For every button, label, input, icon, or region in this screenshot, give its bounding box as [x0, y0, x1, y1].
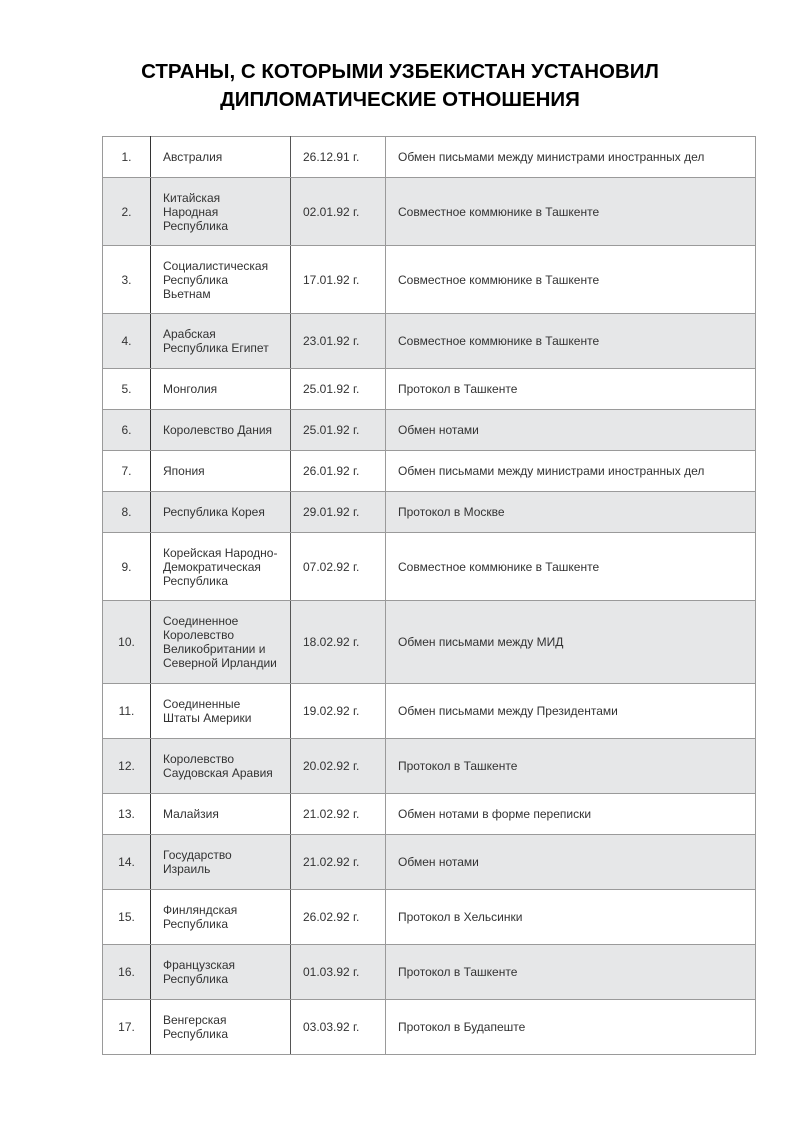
- establish-basis: Обмен нотами в форме переписки: [386, 794, 756, 835]
- table-row: [103, 945, 756, 1000]
- country-name-line: Королевство: [163, 752, 235, 766]
- country-name: [151, 451, 291, 492]
- row-number: 15.: [103, 890, 151, 945]
- row-number: 5.: [103, 369, 151, 410]
- establish-date: 17.01.92 г.: [291, 246, 386, 314]
- establish-basis: Совместное коммюнике в Ташкенте: [386, 246, 756, 314]
- establish-basis: Обмен письмами между министрами иностранных дел: [386, 137, 756, 178]
- table-row: [103, 410, 756, 451]
- country-name-line: Япония: [163, 464, 205, 478]
- establish-date: 26.12.91 г.: [291, 137, 386, 178]
- country-name-line: Народная: [163, 204, 219, 219]
- establish-date: 25.01.92 г.: [291, 410, 386, 451]
- country-name-line: Республика: [163, 272, 229, 287]
- country-name: [151, 137, 291, 178]
- row-number: 6.: [103, 410, 151, 451]
- table-row: [103, 890, 756, 945]
- country-name: [151, 314, 291, 369]
- country-name: [151, 369, 291, 410]
- establish-date: 07.02.92 г.: [291, 533, 386, 601]
- row-number: 8.: [103, 492, 151, 533]
- table-row: [103, 178, 756, 246]
- establish-basis: Совместное коммюнике в Ташкенте: [386, 178, 756, 246]
- establish-date: 21.02.92 г.: [291, 794, 386, 835]
- country-name-line: Республика: [163, 972, 229, 986]
- establish-date: 25.01.92 г.: [291, 369, 386, 410]
- establish-date: 26.01.92 г.: [291, 451, 386, 492]
- page-title: [0, 58, 800, 114]
- establish-date: 26.02.92 г.: [291, 890, 386, 945]
- establish-date: 23.01.92 г.: [291, 314, 386, 369]
- country-name-line: Саудовская Аравия: [163, 766, 273, 780]
- row-number: 17.: [103, 1000, 151, 1055]
- establish-basis: Обмен письмами между Президентами: [386, 684, 756, 739]
- country-name-line: Республика Египет: [163, 341, 269, 355]
- country-name-line: Арабская: [163, 327, 216, 341]
- table-row: [103, 601, 756, 684]
- row-number: 13.: [103, 794, 151, 835]
- table-row: [103, 451, 756, 492]
- establish-date: 19.02.92 г.: [291, 684, 386, 739]
- relations-table: [102, 136, 756, 1055]
- row-number: 1.: [103, 137, 151, 178]
- table-row: [103, 533, 756, 601]
- country-name-line: Вьетнам: [163, 286, 211, 301]
- establish-basis: Протокол в Хельсинки: [386, 890, 756, 945]
- table-row: [103, 137, 756, 178]
- country-name: [151, 533, 291, 601]
- country-name-line: Финляндская: [163, 903, 238, 917]
- establish-basis: Обмен нотами: [386, 835, 756, 890]
- country-name: [151, 835, 291, 890]
- row-number: 16.: [103, 945, 151, 1000]
- country-name-line: Республика: [163, 917, 229, 931]
- country-name-line: Королевство Дания: [163, 423, 273, 437]
- row-number: 12.: [103, 739, 151, 794]
- country-name: [151, 410, 291, 451]
- country-name-line: Австралия: [163, 150, 223, 164]
- establish-basis: Обмен нотами: [386, 410, 756, 451]
- country-name-line: Израиль: [163, 862, 211, 876]
- establish-date: 20.02.92 г.: [291, 739, 386, 794]
- country-name-line: Малайзия: [163, 807, 219, 821]
- table-row: [103, 794, 756, 835]
- country-name-line: Соединенное: [163, 614, 239, 628]
- country-name-line: Демократическая: [163, 559, 261, 574]
- country-name-line: Корейская Народно-: [163, 545, 278, 560]
- country-name-line: Китайская: [163, 190, 221, 205]
- table-row: [103, 835, 756, 890]
- country-name-line: Французская: [163, 958, 236, 972]
- row-number: 2.: [103, 178, 151, 246]
- country-name: [151, 246, 291, 314]
- establish-date: 03.03.92 г.: [291, 1000, 386, 1055]
- establish-date: 02.01.92 г.: [291, 178, 386, 246]
- country-name-line: Монголия: [163, 382, 218, 396]
- country-name-line: Северной Ирландии: [163, 656, 277, 670]
- row-number: 7.: [103, 451, 151, 492]
- country-name-line: Республика: [163, 1027, 229, 1041]
- table-row: [103, 314, 756, 369]
- establish-basis: Протокол в Ташкенте: [386, 739, 756, 794]
- country-name-line: Республика Корея: [163, 505, 265, 519]
- table-row: [103, 369, 756, 410]
- country-name-line: Королевство: [163, 628, 235, 642]
- title-line-1: СТРАНЫ, С КОТОРЫМИ УЗБЕКИСТАН УСТАНОВИЛ: [141, 60, 659, 83]
- row-number: 14.: [103, 835, 151, 890]
- establish-date: 01.03.92 г.: [291, 945, 386, 1000]
- country-name-line: Штаты Америки: [163, 711, 252, 725]
- country-name: [151, 601, 291, 684]
- establish-basis: Протокол в Москве: [386, 492, 756, 533]
- country-name-line: Венгерская: [163, 1013, 227, 1027]
- country-name-line: Республика: [163, 573, 229, 588]
- country-name: [151, 794, 291, 835]
- country-name: [151, 945, 291, 1000]
- country-name-line: Республика: [163, 218, 229, 233]
- table-row: [103, 246, 756, 314]
- country-name-line: Социалистическая: [163, 258, 269, 273]
- country-name: [151, 684, 291, 739]
- country-name: [151, 178, 291, 246]
- establish-basis: Протокол в Будапеште: [386, 1000, 756, 1055]
- establish-basis: Обмен письмами между министрами иностранных дел: [386, 451, 756, 492]
- establish-basis: Совместное коммюнике в Ташкенте: [386, 533, 756, 601]
- row-number: 10.: [103, 601, 151, 684]
- table-row: [103, 1000, 756, 1055]
- establish-basis: Обмен письмами между МИД: [386, 601, 756, 684]
- establish-date: 29.01.92 г.: [291, 492, 386, 533]
- table-row: [103, 739, 756, 794]
- establish-basis: Протокол в Ташкенте: [386, 369, 756, 410]
- row-number: 4.: [103, 314, 151, 369]
- row-number: 3.: [103, 246, 151, 314]
- row-number: 9.: [103, 533, 151, 601]
- table-row: [103, 492, 756, 533]
- country-name: [151, 739, 291, 794]
- row-number: 11.: [103, 684, 151, 739]
- establish-date: 21.02.92 г.: [291, 835, 386, 890]
- establish-basis: Совместное коммюнике в Ташкенте: [386, 314, 756, 369]
- country-name: [151, 492, 291, 533]
- establish-basis: Протокол в Ташкенте: [386, 945, 756, 1000]
- relations-table-body: [103, 137, 756, 1055]
- country-name: [151, 1000, 291, 1055]
- title-line-2: ДИПЛОМАТИЧЕСКИЕ ОТНОШЕНИЯ: [220, 88, 580, 111]
- country-name: [151, 890, 291, 945]
- country-name-line: Великобритании и: [163, 642, 266, 656]
- table-row: [103, 684, 756, 739]
- establish-date: 18.02.92 г.: [291, 601, 386, 684]
- country-name-line: Государство: [163, 848, 232, 862]
- country-name-line: Соединенные: [163, 697, 241, 711]
